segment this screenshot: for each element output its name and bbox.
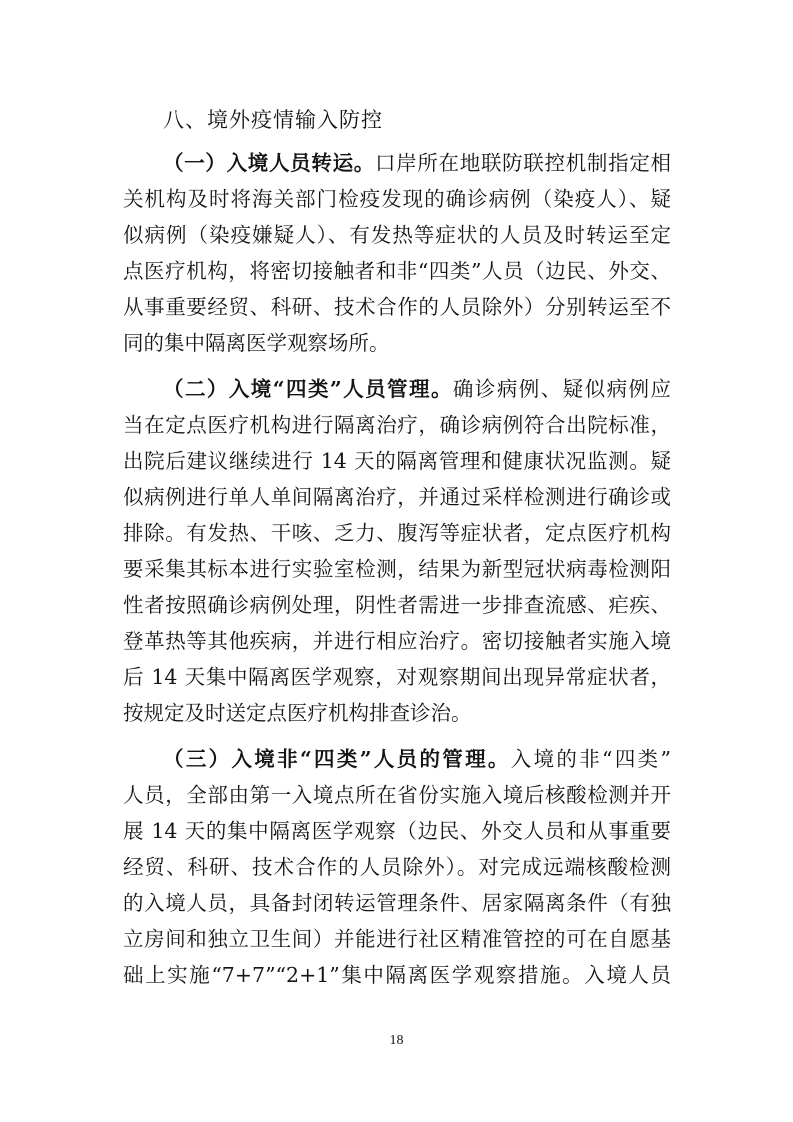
- page-number: 18: [389, 1033, 404, 1048]
- paragraph-line: [163, 376, 671, 402]
- paragraph-line: 要采集其标本进行实验室检测，结果为新型冠状病毒检测阳: [123, 557, 671, 581]
- paragraph-lead: （三）入境非“四类”人员的管理。: [163, 747, 511, 771]
- paragraph-line: 同的集中隔离医学观察场所。: [123, 331, 390, 355]
- paragraph-line: 似病例进行单人单间隔离治疗，并通过采样检测进行确诊或: [123, 485, 671, 509]
- paragraph-line: 础上实施“7+7”“2+1”集中隔离医学观察措施。入境人员: [123, 963, 671, 987]
- paragraph-lead: （二）入境“四类”人员管理。: [163, 377, 453, 401]
- paragraph-line: 关机构及时将海关部门检疫发现的确诊病例（染疫人）、疑: [123, 187, 671, 211]
- paragraph-line: 按规定及时送定点医疗机构排查诊治。: [123, 701, 472, 725]
- paragraph-text: 确诊病例、疑似病例应: [452, 377, 671, 401]
- paragraph-line: 从事重要经贸、科研、技术合作的人员除外）分别转运至不: [123, 295, 671, 319]
- paragraph-line: 后 14 天集中隔离医学观察，对观察期间出现异常症状者，: [123, 665, 671, 689]
- paragraph-line: 点医疗机构，将密切接触者和非“四类”人员（边民、外交、: [123, 259, 671, 283]
- paragraph-line: 的入境人员，具备封闭转运管理条件、居家隔离条件（有独: [123, 891, 671, 915]
- paragraph-lead: （一）入境人员转运。: [163, 151, 375, 175]
- paragraph-line: 展 14 天的集中隔离医学观察（边民、外交人员和从事重要: [123, 819, 671, 843]
- paragraph-line: 立房间和独立卫生间）并能进行社区精准管控的可在自愿基: [123, 927, 671, 951]
- paragraph-line: [163, 150, 671, 176]
- paragraph-text: 入境的非“四类”: [510, 747, 671, 771]
- paragraph-line: 经贸、科研、技术合作的人员除外）。对完成远端核酸检测: [123, 855, 671, 879]
- paragraph-line: 出院后建议继续进行 14 天的隔离管理和健康状况监测。疑: [123, 449, 671, 473]
- paragraph-text: 口岸所在地联防联控机制指定相: [374, 151, 672, 175]
- paragraph-line: 性者按照确诊病例处理，阴性者需进一步排查流感、疟疾、: [123, 593, 671, 617]
- paragraph-line: 当在定点医疗机构进行隔离治疗，确诊病例符合出院标准，: [123, 413, 671, 437]
- section-heading: 八、境外疫情输入防控: [163, 108, 383, 132]
- paragraph-line: [163, 746, 671, 772]
- paragraph-line: 人员，全部由第一入境点所在省份实施入境后核酸检测并开: [123, 783, 671, 807]
- paragraph-line: 排除。有发热、干咳、乏力、腹泻等症状者，定点医疗机构: [123, 521, 671, 545]
- paragraph-line: 登革热等其他疾病，并进行相应治疗。密切接触者实施入境: [123, 629, 671, 653]
- paragraph-line: 似病例（染疫嫌疑人）、有发热等症状的人员及时转运至定: [123, 223, 671, 247]
